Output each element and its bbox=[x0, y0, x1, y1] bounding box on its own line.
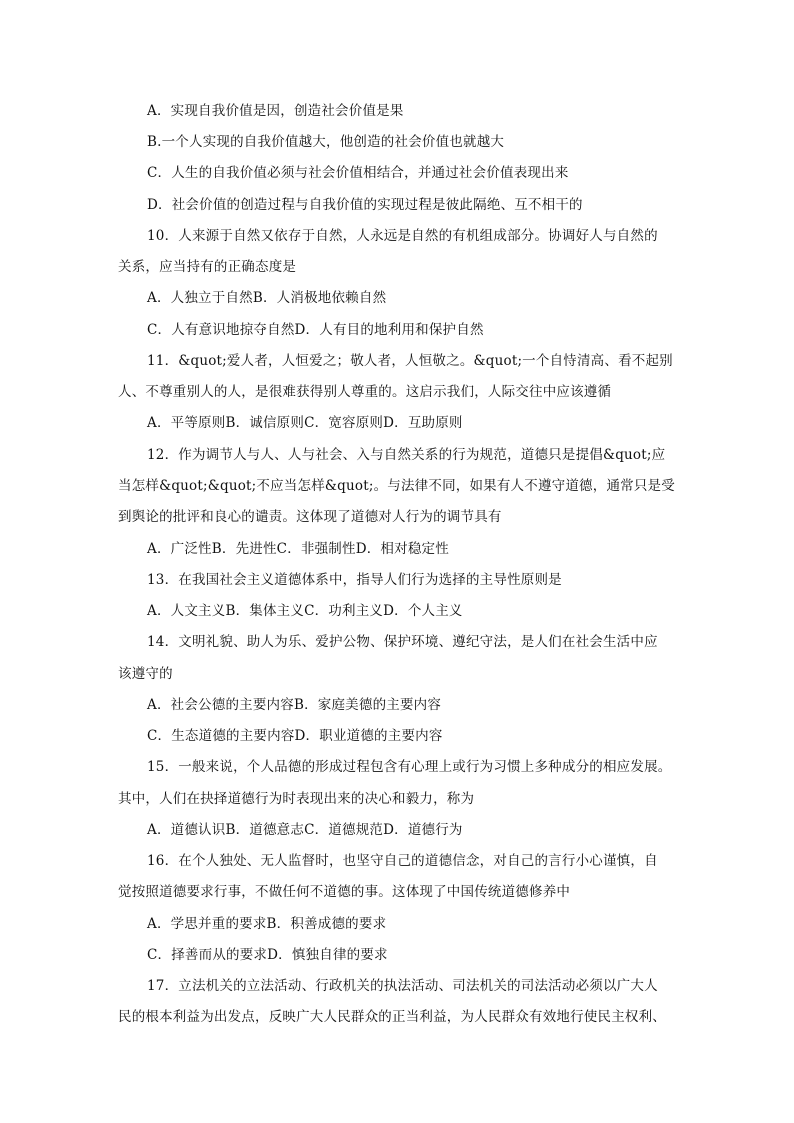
text-line: A．平等原则B．诚信原则C．宽容原则D．互助原则 bbox=[147, 415, 463, 431]
text-line: 14．文明礼貌、助人为乐、爱护公物、保护环境、遵纪守法，是人们在社会生活中应 bbox=[147, 634, 658, 650]
text-line: 11．&quot;爱人者，人恒爱之；敬人者，人恒敬之。&quot;一个自恃清高、看不起别 bbox=[147, 353, 673, 369]
text-line: 13．在我国社会主义道德体系中，指导人们行为选择的主导性原则是 bbox=[147, 572, 562, 588]
text-line: D．社会价值的创造过程与自我价值的实现过程是彼此隔绝、互不相干的 bbox=[147, 197, 583, 213]
text-line: A．学思并重的要求B．积善成德的要求 bbox=[147, 916, 387, 932]
text-line: 该遵守的 bbox=[118, 666, 173, 682]
text-line: 其中，人们在抉择道德行为时表现出来的决心和毅力，称为 bbox=[118, 791, 475, 807]
text-line: A．社会公德的主要内容B．家庭美德的主要内容 bbox=[147, 697, 442, 713]
text-line: 12．作为调节人与人、人与社会、入与自然关系的行为规范，道德只是提倡&quot;应 bbox=[147, 447, 666, 463]
text-line: 关系，应当持有的正确态度是 bbox=[118, 259, 297, 275]
text-line: 15．一般来说，个人品德的形成过程包含有心理上或行为习惯上多种成分的相应发展。 bbox=[147, 759, 672, 775]
text-line: A．人独立于自然B．人消极地依赖自然 bbox=[147, 290, 387, 306]
text-line: C．人有意识地掠夺自然D．人有目的地利用和保护自然 bbox=[147, 322, 484, 338]
text-line: 16．在个人独处、无人监督时，也坚守自己的道德信念，对自己的言行小心谨慎，自 bbox=[147, 853, 658, 869]
text-line: 人、不尊重别人的人，是很难获得别人尊重的。这启示我们，人际交往中应该遵循 bbox=[118, 384, 612, 400]
text-line: 民的根本利益为出发点，反映广大人民群众的正当利益，为人民群众有效地行使民主权利、 bbox=[118, 1009, 666, 1025]
text-line: 10．人来源于自然又依存于自然，人永远是自然的有机组成部分。协调好人与自然的 bbox=[147, 228, 658, 244]
text-line: 觉按照道德要求行事，不做任何不道德的事。这体现了中国传统道德修养中 bbox=[118, 884, 571, 900]
text-line: C．生态道德的主要内容D．职业道德的主要内容 bbox=[147, 728, 443, 744]
text-line: A．人文主义B．集体主义C．功利主义D．个人主义 bbox=[147, 603, 463, 619]
text-line: 当怎样&quot;&quot;不应当怎样&quot;。与法律不同，如果有人不遵守道德，通常只是受 bbox=[118, 478, 675, 494]
text-line: A．道德认识B．道德意志C．道德规范D．道德行为 bbox=[147, 822, 463, 838]
text-line: A．实现自我价值是因，创造社会价值是果 bbox=[147, 103, 404, 119]
text-line: A．广泛性B．先进性C．非强制性D．相对稳定性 bbox=[147, 541, 449, 557]
text-line: 17．立法机关的立法活动、行政机关的执法活动、司法机关的司法活动必须以广大人 bbox=[147, 978, 658, 994]
text-line: C．择善而从的要求D．慎独自律的要求 bbox=[147, 947, 388, 963]
text-line: 到舆论的批评和良心的谴责。这体现了道德对人行为的调节具有 bbox=[118, 509, 502, 525]
text-line: C．人生的自我价值必须与社会价值相结合，并通过社会价值表现出来 bbox=[147, 165, 569, 181]
text-line: B.一个人实现的自我价值越大，他创造的社会价值也就越大 bbox=[147, 134, 505, 150]
